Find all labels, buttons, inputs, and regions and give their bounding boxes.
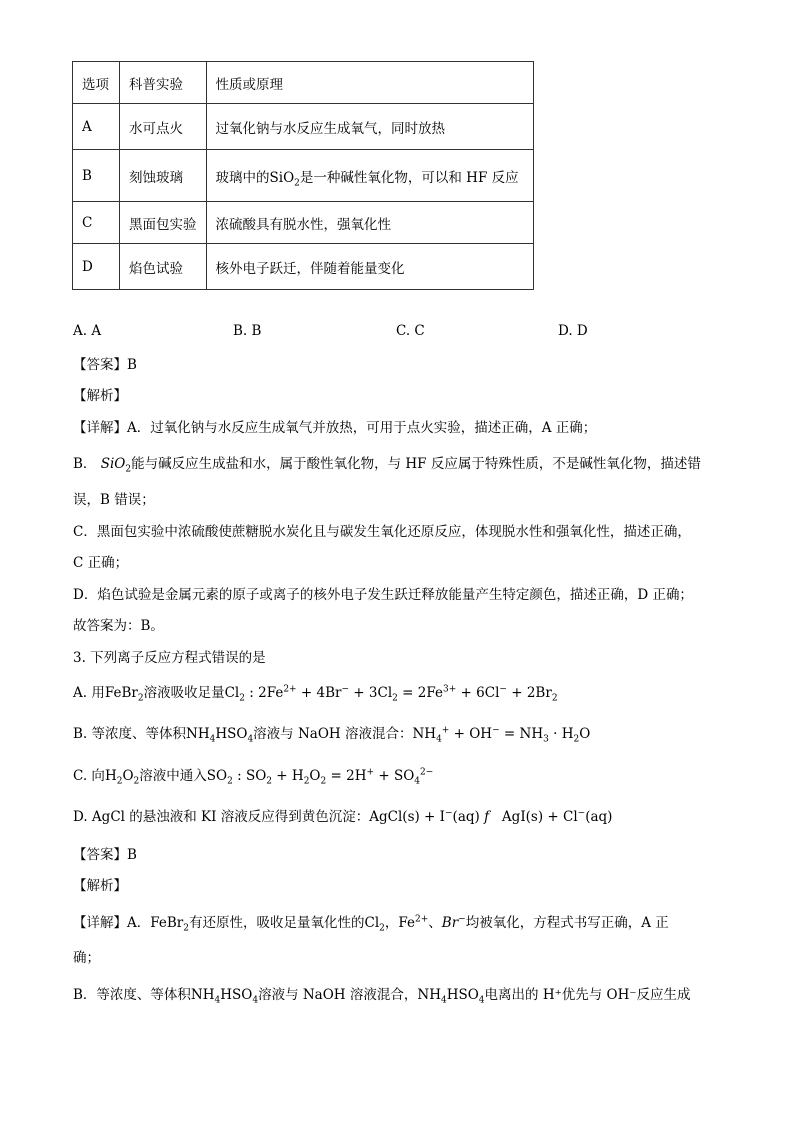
table-header-row	[73, 62, 534, 104]
q2-detail-c: C．黑面包实验中浓硫酸使蔗糖脱水炭化且与碳发生氧化还原反应，体现脱水性和强氧化性，描述正确，	[73, 524, 691, 540]
option-text: 溶液与 NaOH 溶液混合：	[253, 726, 413, 742]
q2-option-d: D. D	[558, 323, 588, 339]
option-text: D. AgCl 的悬浊液和 KI 溶液反应得到黄色沉淀：	[73, 809, 370, 825]
row-option: B	[73, 150, 120, 202]
row-principle	[206, 150, 533, 202]
row-experiment: 焰色试验	[120, 244, 207, 290]
answer-value: B	[127, 847, 137, 863]
q3-detail-a-cont: 确；	[73, 950, 100, 966]
formula: Br−	[441, 914, 466, 931]
q2-detail-c-cont: C 正确；	[73, 555, 129, 571]
row-option: D	[73, 244, 120, 290]
equation: $SO_2$ : $SO_2 + H_2O_2 = 2H^+ + SO_4^{2-}$	[206, 767, 434, 787]
option-text: C. 向	[73, 768, 105, 784]
formula: $Fe^{2+}$	[398, 914, 429, 931]
equation: $NH_4^+ + OH^- = NH_3 \cdot H_2O$	[412, 725, 591, 745]
q3-answer	[73, 843, 137, 863]
detail-text: B．等浓度、等体积	[73, 987, 191, 1003]
q3-analysis-label: 【解析】	[73, 878, 127, 894]
q2-analysis-label: 【解析】	[73, 388, 127, 404]
properties-table	[72, 61, 534, 290]
detail-text: 有还原性，吸收足量氧化性的	[188, 915, 365, 931]
detail-text: 均被氧化，方程式书写正确，A 正	[465, 915, 669, 931]
formula: $H_2O_2$	[104, 768, 140, 787]
q2-option-c: C. C	[396, 323, 425, 339]
row-option: C	[73, 202, 120, 244]
detail-text: ，	[384, 915, 399, 931]
q2-answer	[73, 353, 137, 373]
table-row	[73, 202, 534, 244]
row-principle: 核外电子跃迁，伴随着能量变化	[206, 244, 533, 290]
q2-detail-a	[73, 416, 596, 436]
formula: $NH_4HSO_4$	[417, 987, 485, 1006]
header-experiment: 科普实验	[120, 62, 207, 104]
row-experiment: 黑面包实验	[120, 202, 207, 244]
q2-conclusion: 故答案为：B。	[73, 618, 164, 634]
table-row	[73, 244, 534, 290]
formula: SiO	[269, 169, 295, 186]
formula: $NH_4HSO_4$	[186, 726, 254, 745]
principle-text: 玻璃中的	[215, 169, 270, 186]
row-experiment: 水可点火	[120, 104, 207, 150]
principle-text: 是一种碱性氧化物，可以和 HF 反应	[299, 169, 519, 186]
option-text: 溶液中通入	[139, 768, 207, 784]
row-principle: 过氧化钠与水反应生成氧气，同时放热	[206, 104, 533, 150]
detail-label: 【详解】	[73, 420, 127, 436]
formula-subscript: 2	[125, 464, 132, 475]
equation: $Cl_2$ : $2Fe^{2+} + 4Br^- + 3Cl_2 = 2Fe^{3+} + 6Cl^- + 2Br_2$	[224, 684, 558, 704]
q3-option-c	[73, 764, 434, 787]
q3-option-d	[73, 805, 612, 825]
formula: $Cl_2$	[364, 915, 385, 934]
formula: FeBr$_2$	[150, 915, 189, 934]
detail-text: A．	[127, 915, 151, 931]
row-principle: 浓硫酸具有脱水性，强氧化性	[206, 202, 533, 244]
formula-subscript: 2	[294, 178, 300, 189]
formula: FeBr$_2$	[104, 685, 144, 704]
option-text: B. 等浓度、等体积	[73, 726, 187, 742]
q3-option-b	[73, 722, 591, 745]
row-experiment: 刻蚀玻璃	[120, 150, 207, 202]
table-row	[73, 150, 534, 202]
answer-label: 【答案】	[73, 847, 127, 863]
q3-detail-a	[73, 911, 669, 934]
table-row	[73, 104, 534, 150]
detail-text: 电离出的 H⁺优先与 OH⁻反应生成	[484, 987, 691, 1003]
detail-label: 【详解】	[73, 915, 127, 931]
option-text: 溶液吸收足量	[143, 685, 225, 701]
q3-detail-b	[73, 983, 691, 1006]
row-option: A	[73, 104, 120, 150]
detail-text: 溶液与 NaOH 溶液混合，	[258, 987, 418, 1003]
detail-text: 、	[428, 915, 442, 931]
detail-text: B．	[73, 456, 97, 472]
answer-value: B	[127, 357, 137, 373]
q2-detail-b-cont: 误，B 错误；	[73, 492, 155, 508]
formula: SiO	[100, 456, 126, 472]
q2-option-a: A. A	[73, 323, 102, 339]
q2-detail-d: D．焰色试验是金属元素的原子或离子的核外电子发生跃迁释放能量产生特定颜色，描述正确，D 正确；	[73, 587, 693, 603]
answer-label: 【答案】	[73, 357, 127, 373]
q3-stem: 3. 下列离子反应方程式错误的是	[73, 650, 266, 666]
formula: $NH_4HSO_4$	[190, 987, 259, 1006]
header-principle: 性质或原理	[206, 62, 533, 104]
header-option: 选项	[73, 62, 120, 104]
q2-option-b: B. B	[233, 323, 262, 339]
detail-text: 能与碱反应生成盐和水，属于酸性氧化物，与 HF 反应属于特殊性质，不是碱性氧化物，描述错	[131, 456, 701, 472]
q2-detail-b	[73, 452, 701, 475]
detail-text: A．过氧化钠与水反应生成氧气并放热，可用于点火实验，描述正确，A 正确；	[127, 420, 597, 436]
q3-option-a	[73, 681, 558, 704]
option-text: A. 用	[73, 685, 105, 701]
equation: AgCl(s) + I−(aq) f AgI(s) + Cl−(aq)	[369, 808, 613, 825]
